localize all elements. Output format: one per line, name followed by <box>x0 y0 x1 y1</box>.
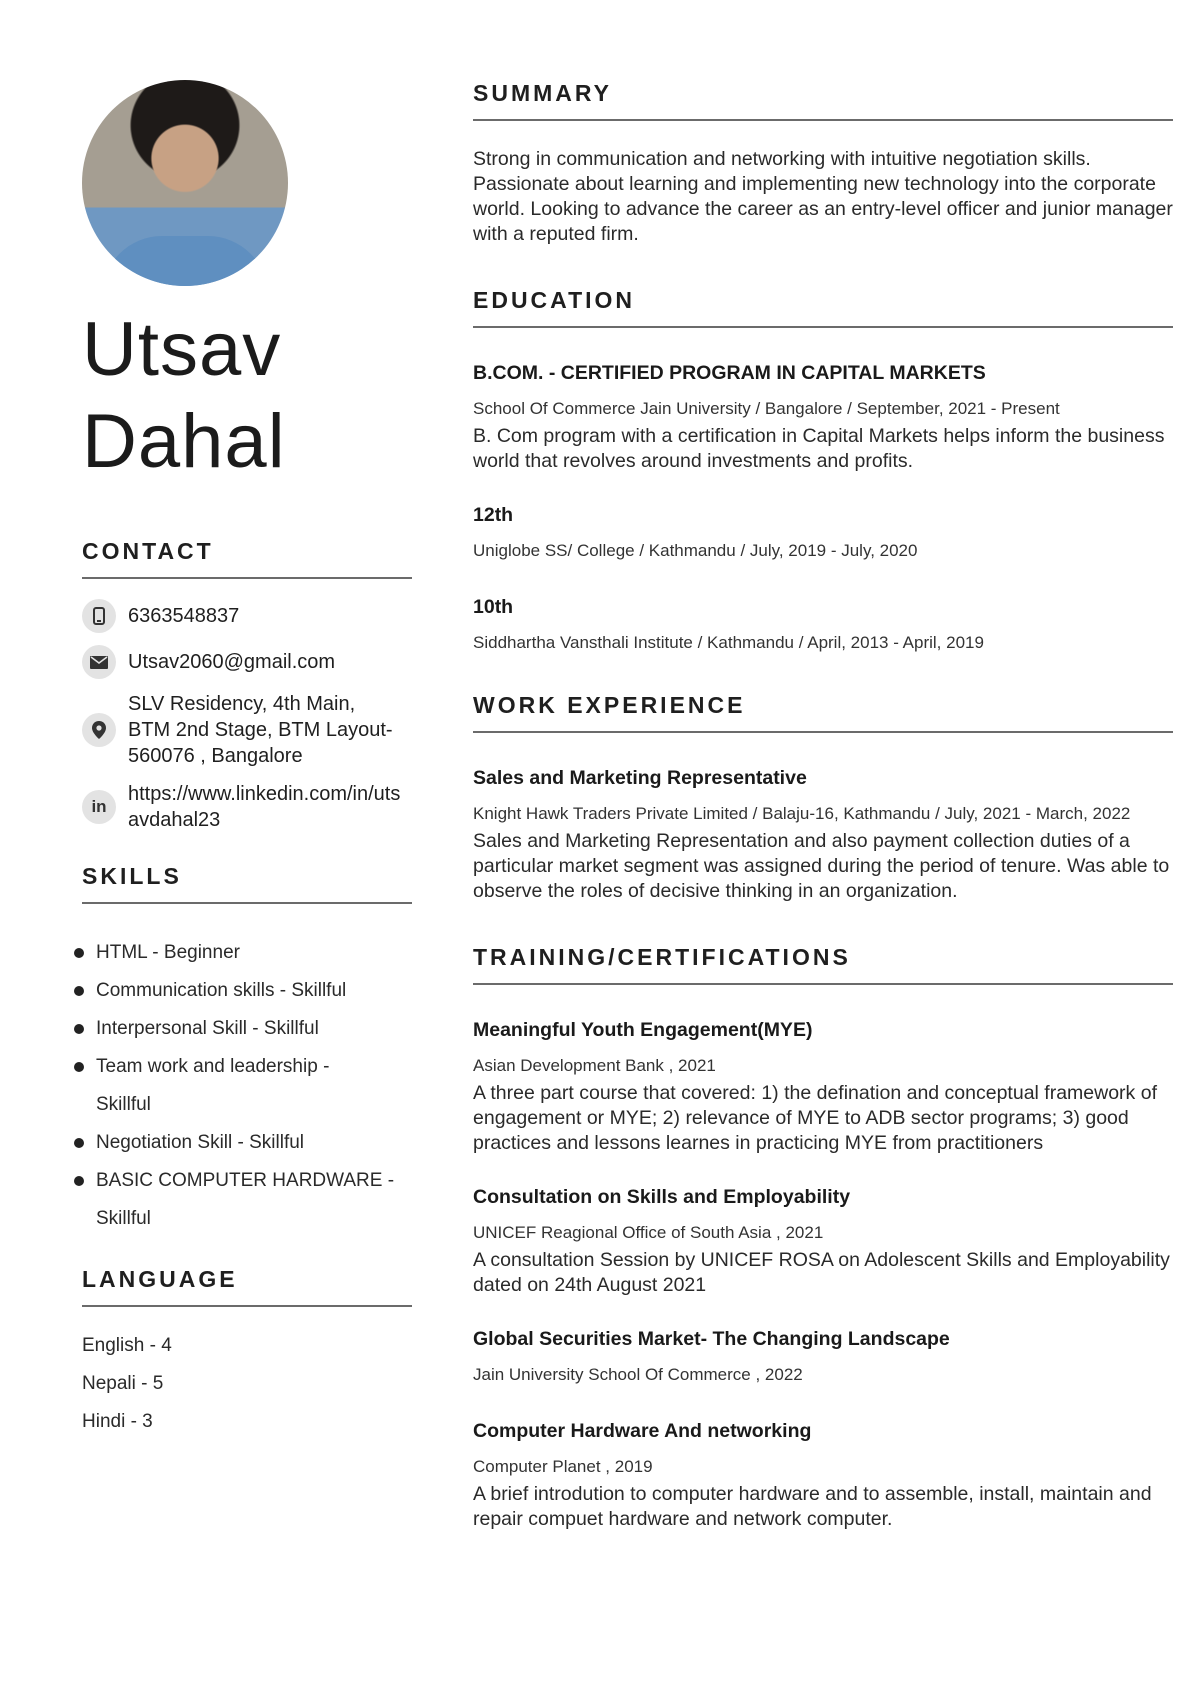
entry-meta: UNICEF Reagional Office of South Asia , 2021 <box>473 1223 824 1242</box>
bullet-icon <box>74 986 84 996</box>
summary-section <box>473 80 1173 247</box>
skill-item: Interpersonal Skill - Skillful <box>74 1010 412 1048</box>
entry-title: Global Securities Market- The Changing Landscape <box>473 1328 950 1350</box>
education-title: EDUCATION <box>473 287 1173 328</box>
entry-meta: Uniglobe SS/ College / Kathmandu / July, 2019 - July, 2020 <box>473 541 918 560</box>
language-section <box>82 1266 412 1441</box>
bullet-icon <box>74 948 84 958</box>
skill-item: Communication skills - Skillful <box>74 972 412 1010</box>
entry-title: Computer Hardware And networking <box>473 1420 812 1442</box>
summary-title: SUMMARY <box>473 80 1173 121</box>
training-title: TRAINING/CERTIFICATIONS <box>473 944 1173 985</box>
education-section <box>473 287 1173 658</box>
work-section <box>473 692 1173 904</box>
entry-title: Sales and Marketing Representative <box>473 767 807 789</box>
language-item: Hindi - 3 <box>82 1411 153 1432</box>
entry-description: A brief introdution to computer hardware and to assemble, install, maintain and repair compuet hardware and network computer. <box>473 1483 1152 1530</box>
work-entry <box>473 765 1173 904</box>
entry-description: A three part course that covered: 1) the defination and conceptual framework of engagement or MYE; 2) relevance of MYE to ADB sector programs; 3) good practices and lessons learnes in practicing MYE from practitioners <box>473 1082 1157 1154</box>
entry-title: B.COM. - CERTIFIED PROGRAM IN CAPITAL MARKETS <box>473 362 986 384</box>
summary-text: Strong in communication and networking with intuitive negotiation skills. Passionate about learning and implementing new technology into the corporate world. Looking to advance the career as an entry-level officer and junior manager with a reputed firm. <box>473 148 1173 245</box>
skills-section <box>82 863 412 1238</box>
address-text: SLV Residency, 4th Main, BTM 2nd Stage, BTM Layout- 560076 , Bangalore <box>128 693 393 767</box>
bullet-icon <box>74 1062 84 1072</box>
location-pin-icon <box>82 713 116 747</box>
contact-section <box>82 538 412 833</box>
linkedin-icon: in <box>82 790 116 824</box>
entry-title: 10th <box>473 596 514 618</box>
training-entry <box>473 1326 1173 1390</box>
phone-icon <box>82 599 116 633</box>
skills-title: SKILLS <box>82 863 412 904</box>
entry-meta: Jain University School Of Commerce , 2022 <box>473 1365 803 1384</box>
entry-meta: Knight Hawk Traders Private Limited / Balaju-16, Kathmandu / July, 2021 - March, 2022 <box>473 804 1131 823</box>
bullet-icon <box>74 1138 84 1148</box>
entry-meta: School Of Commerce Jain University / Bangalore / September, 2021 - Present <box>473 399 1060 418</box>
education-entry <box>473 594 1173 658</box>
contact-email <box>82 645 412 679</box>
contact-phone <box>82 599 412 633</box>
training-entry <box>473 1017 1173 1156</box>
bullet-icon <box>74 1024 84 1034</box>
entry-description: A consultation Session by UNICEF ROSA on Adolescent Skills and Employability dated on 24th August 2021 <box>473 1249 1170 1296</box>
contact-title: CONTACT <box>82 538 412 579</box>
skill-item: Team work and leadership - Skillful <box>74 1048 412 1124</box>
mail-icon <box>82 645 116 679</box>
language-item: Nepali - 5 <box>82 1373 164 1394</box>
entry-title: Consultation on Skills and Employability <box>473 1186 851 1208</box>
email-link[interactable]: Utsav2060@gmail.com <box>128 651 336 673</box>
language-item: English - 4 <box>82 1335 172 1356</box>
entry-title: Meaningful Youth Engagement(MYE) <box>473 1019 813 1041</box>
entry-meta: Asian Development Bank , 2021 <box>473 1056 716 1075</box>
entry-meta: Computer Planet , 2019 <box>473 1457 653 1476</box>
entry-title: 12th <box>473 504 514 526</box>
profile-photo <box>82 80 288 286</box>
entry-description: B. Com program with a certification in Capital Markets helps inform the business world that revolves around investments and profits. <box>473 425 1165 472</box>
linkedin-link[interactable]: https://www.linkedin.com/in/utsavdahal23 <box>128 783 401 831</box>
skill-item: BASIC COMPUTER HARDWARE - Skillful <box>74 1162 412 1238</box>
language-title: LANGUAGE <box>82 1266 412 1307</box>
education-entry <box>473 360 1173 474</box>
contact-address <box>82 691 412 769</box>
training-entry <box>473 1418 1173 1532</box>
left-column <box>82 80 412 1441</box>
entry-meta: Siddhartha Vansthali Institute / Kathmandu / April, 2013 - April, 2019 <box>473 633 984 652</box>
contact-linkedin <box>82 781 412 833</box>
education-entry <box>473 502 1173 566</box>
full-name <box>82 304 412 488</box>
right-column <box>473 80 1173 1532</box>
last-name: Dahal <box>82 399 286 484</box>
first-name: Utsav <box>82 307 282 392</box>
skill-item: Negotiation Skill - Skillful <box>74 1124 412 1162</box>
skill-item: HTML - Beginner <box>74 934 412 972</box>
work-title: WORK EXPERIENCE <box>473 692 1173 733</box>
entry-description: Sales and Marketing Representation and also payment collection duties of a particular market segment was assigned during the period of tenure. Was able to observe the roles of decisive thinking in an organization. <box>473 830 1170 902</box>
training-section <box>473 944 1173 1532</box>
phone-number[interactable]: 6363548837 <box>128 605 240 627</box>
training-entry <box>473 1184 1173 1298</box>
bullet-icon <box>74 1176 84 1186</box>
